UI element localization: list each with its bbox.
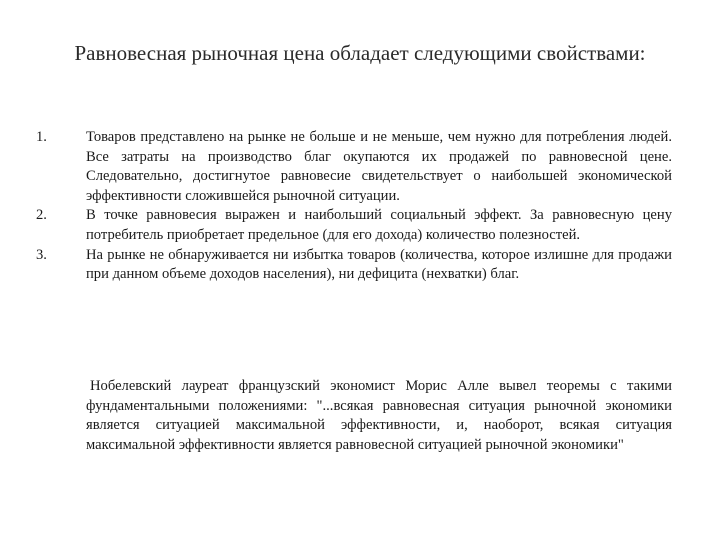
list-item-number: 3. (36, 246, 47, 263)
list-item (36, 128, 672, 206)
list-item-number: 1. (36, 129, 47, 145)
list-item-text: Товаров представлено на рынке не больше и не меньше, чем нужно для потребления людей. Все затраты на производство благ окупаются их продажей по равновесной цене. Следовательно, достигнутое равновесие свидетельствует о наибольшей экономической эффективности сложившейся рыночной ситуации. (86, 129, 672, 204)
list-item (36, 246, 672, 285)
slide-title: Равновесная рыночная цена обладает следующими свойствами: (74, 41, 646, 65)
list-item (36, 206, 672, 245)
list-item-number: 2. (36, 207, 47, 224)
allais-quote-paragraph: Нобелевский лауреат французский экономист Морис Алле вывел теоремы с такими фундаментальными положениями: "...всякая равновесная ситуация рыночной экономики является ситуацией максимальной эффективности, и, наоборот, всякая ситуация максимальной эффективности является равновесной ситуацией рыночной экономики" (86, 378, 672, 453)
list-item-text: В точке равновесия выражен и наибольший социальный эффект. За равновесную цену потребитель приобретает предельное (для его дохода) количество полезностей. (86, 207, 672, 243)
list-item-text: На рынке не обнаруживается ни избытка товаров (количества, которое излишне для продажи при данном объеме доходов населения), ни дефицита (нехватки) благ. (86, 246, 672, 283)
properties-list (36, 128, 672, 285)
